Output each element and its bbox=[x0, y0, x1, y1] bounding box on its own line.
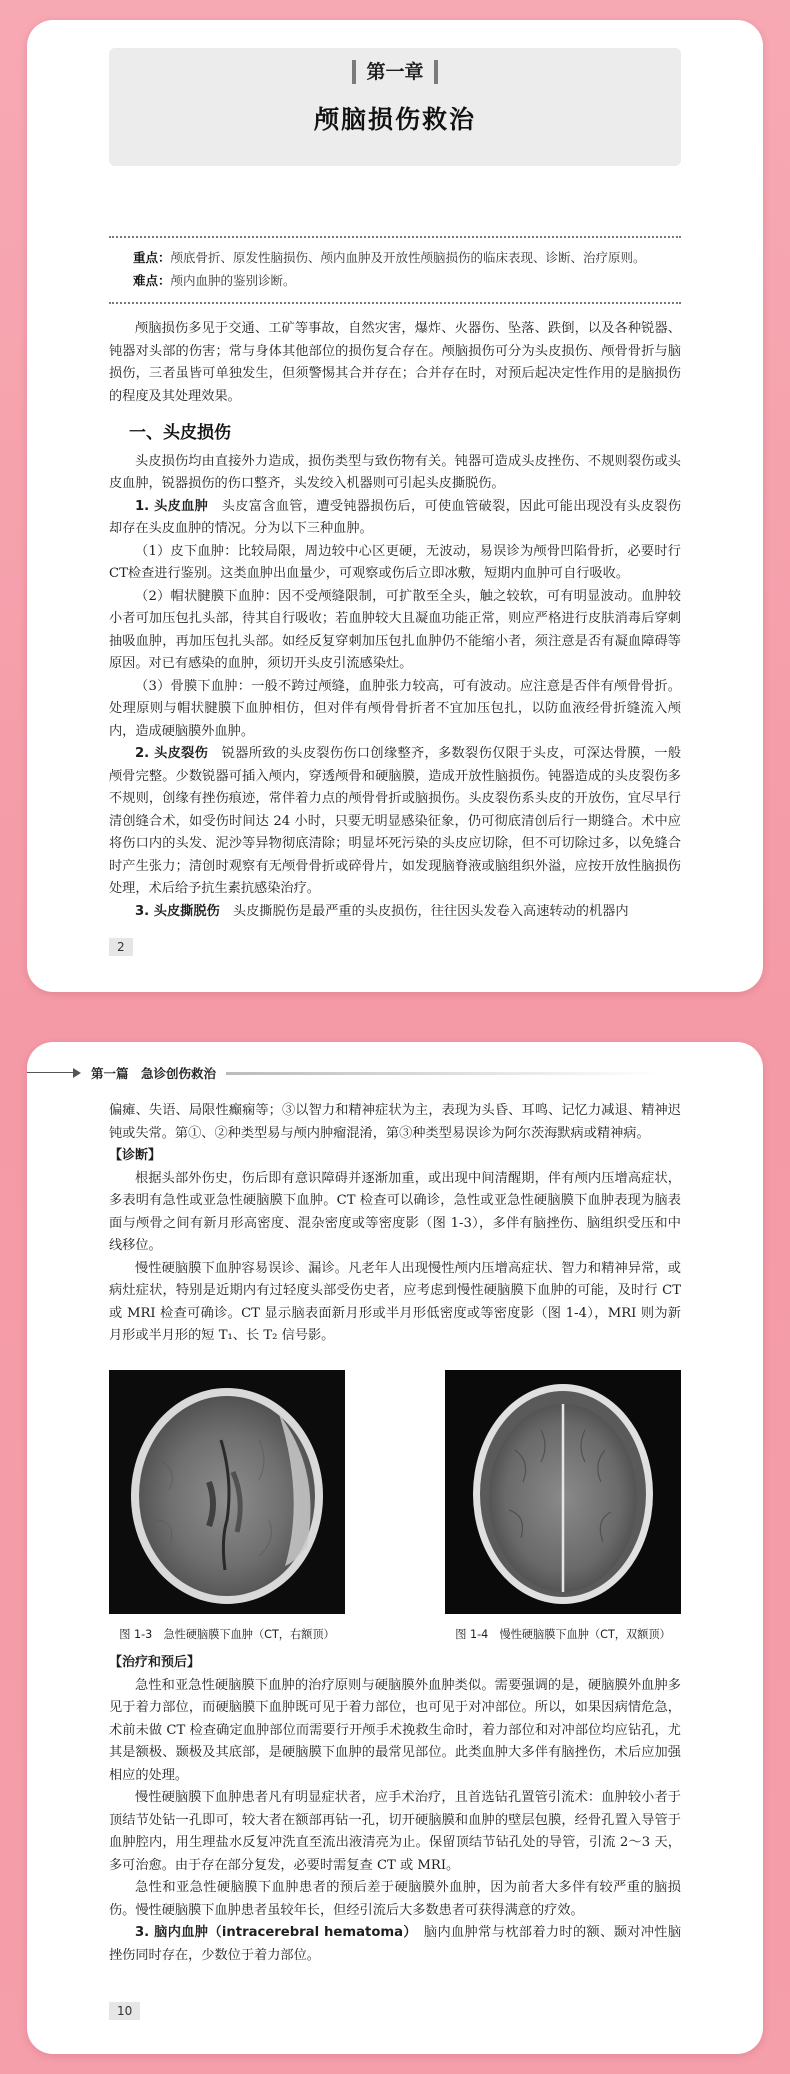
difficulty-label: 难点： bbox=[133, 273, 171, 288]
subcutaneous-hematoma-paragraph: （1）皮下血肿：比较局限，周边较中心区更硬，无波动，易误诊为颅骨凹陷骨折，必要时行CT检查进行鉴别。这类血肿出血量少，可观察或伤后立即冰敷，短期内血肿可自行吸收。 bbox=[109, 543, 681, 581]
book-page-2 bbox=[27, 20, 763, 992]
header-rule bbox=[226, 1072, 661, 1075]
intracerebral-hematoma-paragraph bbox=[109, 1922, 681, 1967]
chapter-number: 第一章 bbox=[352, 60, 437, 84]
figure-1-3 bbox=[109, 1370, 345, 1647]
key-points-line bbox=[109, 246, 681, 269]
key-label: 重点： bbox=[133, 250, 171, 265]
scalp-avulsion-text: 头皮撕脱伤是最严重的头皮损伤，往往因头发卷入高速转动的机器内 bbox=[232, 903, 629, 919]
intro-paragraph: 颅脑损伤多见于交通、工矿等事故，自然灾害，爆炸、火器伤、坠落、跌倒，以及各种锐器、钝器对头部的伤害；常与身体其他部位的损伤复合存在。颅脑损伤可分为头皮损伤、颅骨骨折与脑损伤，三者虽皆可单独发生，但须警惕其合并存在；合并存在时，对预后起决定性作用的是脑损伤的程度及其处理效果。 bbox=[109, 321, 681, 404]
page-number: 2 bbox=[109, 938, 133, 956]
diagnosis-heading: 【诊断】 bbox=[109, 1148, 162, 1163]
scalp-laceration-paragraph bbox=[109, 743, 681, 901]
diagnosis-paragraph-1: 根据头部外伤史，伤后即有意识障碍并逐渐加重，或出现中间清醒期，伴有颅内压增高症状，多表明有急性或亚急性硬脑膜下血肿。CT 检查可以确诊，急性或亚急性硬脑膜下血肿表现为脑表面与颅骨之间有新月形高密度、混杂密度或等密度影（图 1-3），多伴有脑挫伤、脑组织受压和中线移位。 bbox=[109, 1170, 681, 1253]
book-page-10 bbox=[27, 1042, 763, 2054]
continued-paragraph: 偏瘫、失语、局限性癫痫等；③以智力和精神症状为主，表现为头昏、耳鸣、记忆力减退、精神迟钝或失常。第①、②种类型易与颅内肿瘤混淆，第③种类型易误诊为阿尔茨海默病或精神病。 bbox=[109, 1103, 681, 1141]
intracerebral-hematoma-text: 脑内血肿常与枕部着力时的额、颞对冲性脑挫伤同时存在，少数位于着力部位。 bbox=[109, 1925, 682, 1963]
figure-row bbox=[109, 1370, 681, 1647]
scalp-hematoma-text: 头皮富含血管，遭受钝器损伤后，可使血管破裂，因此可能出现没有头皮裂伤却存在头皮血肿的情况。分为以下三种血肿。 bbox=[109, 498, 682, 536]
treatment-paragraph-3: 急性和亚急性硬脑膜下血肿患者的预后差于硬脑膜外血肿，因为前者大多伴有较严重的脑损伤。慢性硬脑膜下血肿患者虽较年长，但经引流后大多数患者可获得满意的疗效。 bbox=[109, 1880, 681, 1918]
ct-scan-image-acute bbox=[109, 1370, 345, 1614]
chapter-body bbox=[109, 318, 681, 923]
figure-1-4-caption: 图 1-4 慢性硬脑膜下血肿（CT，双额顶） bbox=[455, 1627, 671, 1641]
scalp-laceration-label: 2. 头皮裂伤 bbox=[135, 746, 209, 761]
running-header bbox=[27, 1064, 681, 1082]
scalp-avulsion-label: 3. 头皮撕脱伤 bbox=[135, 903, 220, 919]
page-body bbox=[109, 1100, 681, 1967]
scalp-laceration-text: 锐器所致的头皮裂伤伤口创缘整齐，多数裂伤仅限于头皮，可深达骨膜，一般颅骨完整。少数锐器可插入颅内，穿透颅骨和硬脑膜，造成开放性脑损伤。钝器造成的头皮裂伤多不规则，创缘有挫伤痕迹，常伴着力点的颅骨骨折或脑损伤。头皮裂伤系头皮的开放伤，宜尽早行清创缝合术，如受伤时间达 24 小时，只要无明显感染征象，仍可彻底清创后行一期缝合。术中应将伤口内的头发、泥沙等异物彻底清除；明显坏死污染的头皮应切除，但不可切除过多，以免缝合时产生张力；清创时观察有无颅骨骨折或碎骨片，如发现脑脊液或脑组织外溢，应按开放性脑损伤处理，术后给予抗生素抗感染治疗。 bbox=[109, 746, 682, 896]
diagnosis-paragraph-2: 慢性硬脑膜下血肿容易误诊、漏诊。凡老年人出现慢性颅内压增高症状、智力和精神异常，或病灶症状，特别是近期内有过轻度头部受伤史者，应考虑到慢性硬脑膜下血肿的可能，及时行 CT 或 MRI 检查可确诊。CT 显示脑表面新月形或半月形低密度或等密度影（图 1-4），MRI 则为新月形或半月形的短 T₁、长 T₂ 信号影。 bbox=[109, 1260, 681, 1343]
scalp-hematoma-paragraph bbox=[109, 496, 681, 541]
difficulty-line bbox=[109, 269, 681, 292]
arrow-icon bbox=[27, 1067, 81, 1079]
key-text: 颅底骨折、原发性脑损伤、颅内血肿及开放性颅脑损伤的临床表现、诊断、治疗原则。 bbox=[170, 250, 646, 265]
key-points-box bbox=[109, 236, 681, 304]
section-heading: 一、头皮损伤 bbox=[129, 423, 231, 443]
chapter-title: 颅脑损伤救治 bbox=[313, 105, 476, 134]
treatment-heading: 【治疗和预后】 bbox=[109, 1655, 201, 1670]
scalp-hematoma-label: 1. 头皮血肿 bbox=[135, 498, 209, 514]
section-intro-paragraph: 头皮损伤均由直接外力造成，损伤类型与致伤物有关。钝器可造成头皮挫伤、不规则裂伤或头皮血肿，锐器损伤的伤口整齐，头发绞入机器则可引起头皮撕脱伤。 bbox=[109, 453, 681, 491]
figure-1-3-caption: 图 1-3 急性硬脑膜下血肿（CT，右额顶） bbox=[119, 1627, 335, 1641]
treatment-paragraph-1: 急性和亚急性硬脑膜下血肿的治疗原则与硬脑膜外血肿类似。需要强调的是，硬脑膜外血肿多见于着力部位，而硬脑膜下血肿既可见于着力部位，也可见于对冲部位。所以，如果因病情危急，术前未做 CT 检查确定血肿部位而需要行开颅手术挽救生命时，着力部位和对冲部位均应钻孔，尤其是额极、颞极及其底部，是硬脑膜下血肿的最常见部位。此类血肿大多伴有脑挫伤，术后应加强相应的处理。 bbox=[109, 1677, 681, 1783]
treatment-paragraph-2: 慢性硬脑膜下血肿患者凡有明显症状者，应手术治疗，且首选钻孔置管引流术：血肿较小者于顶结节处钻一孔即可，较大者在额部再钻一孔，切开硬脑膜和血肿的壁层包膜，经骨孔置入导管于血肿腔内，用生理盐水反复冲洗直至流出液清亮为止。保留顶结节钻孔处的导管，引流 2～3 天，多可治愈。由于存在部分复发，必要时需复查 CT 或 MRI。 bbox=[109, 1790, 681, 1873]
figure-1-4 bbox=[445, 1370, 681, 1647]
chapter-header bbox=[109, 48, 681, 166]
subperiosteal-hematoma-paragraph: （3）骨膜下血肿：一般不跨过颅缝，血肿张力较高，可有波动。应注意是否伴有颅骨骨折。处理原则与帽状腱膜下血肿相仿，但对伴有颅骨骨折者不宜加压包扎，以防血液经骨折缝流入颅内，造成硬脑膜外血肿。 bbox=[109, 678, 681, 739]
subgaleal-hematoma-paragraph: （2）帽状腱膜下血肿：因不受颅缝限制，可扩散至全头，触之较软，可有明显波动。血肿较小者可加压包扎头部，待其自行吸收；若血肿较大且凝血功能正常，则应严格进行皮肤消毒后穿刺抽吸血肿，再加压包扎头部。如经反复穿刺加压包扎血肿仍不能缩小者，须注意是否有凝血障碍等原因。对已有感染的血肿，须切开头皮引流感染灶。 bbox=[109, 588, 681, 671]
scalp-avulsion-paragraph bbox=[109, 901, 681, 924]
page-number: 10 bbox=[109, 2002, 140, 2020]
intracerebral-hematoma-label: 3. 脑内血肿（intracerebral hematoma） bbox=[135, 1925, 411, 1940]
ct-scan-image-chronic bbox=[445, 1370, 681, 1614]
difficulty-text: 颅内血肿的鉴别诊断。 bbox=[170, 273, 296, 288]
running-header-text: 第一篇 急诊创伤救治 bbox=[91, 1066, 217, 1081]
